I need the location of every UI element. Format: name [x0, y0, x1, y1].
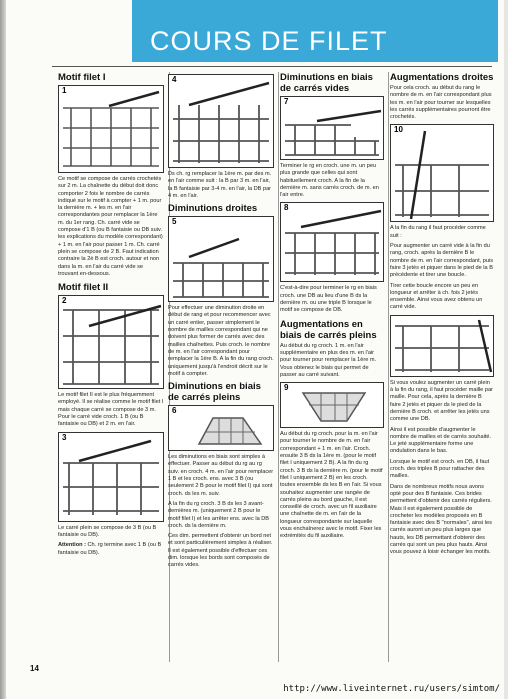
column-2	[168, 72, 274, 573]
text-attention: Attention : Ch. rg termine avec 1 B (ou B fantaisie ou DB).	[58, 542, 162, 556]
filet-mesh-illustration	[281, 383, 383, 427]
figure-9	[280, 382, 384, 428]
figure-5	[168, 216, 274, 302]
text-augmentations-droites-4: Tirer cette boucle encore un peu en longueur et arrêter à ch. fois 2 jetés ensemble. Ainsi vous avez obtenu un carré vide.	[390, 282, 483, 311]
text-diminutions-biais-3: Ces dim. permettent d'obtenir un bord net et sont particulièrement simples à réaliser. Il est également possible d'effectuer ces dim. lorsque les bords sont composés de carrés vides.	[168, 533, 273, 569]
filet-mesh-illustration	[281, 203, 383, 281]
column-divider	[388, 72, 389, 662]
filet-mesh-illustration	[281, 97, 383, 159]
text-augmentations-droites-2: A la fin du rang il faut procéder comme suit :	[390, 225, 486, 239]
figure-6	[168, 405, 274, 451]
text-biais-vides-1: Terminer le rg en croch. une m. un peu plus grande que celles qui sont habituellement croch. A la fin de la dernière m. sans carrés croch. de m. en l'air entre.	[280, 163, 379, 199]
page-number: 14	[30, 664, 39, 673]
heading-diminutions-droites: Diminutions droites	[168, 203, 258, 215]
text-augmentations-droites-3: Pour augmenter un carré vide à la fin du rang, croch. après la dernière B le nombre de m. en l'air correspondant, puis faire 3 jetés et piquer dans le pied de la B précédente et tirer une boucle.	[390, 243, 494, 279]
figure-3	[58, 432, 164, 522]
figure-number: 7	[284, 97, 289, 106]
text-augmentations-droites-5: Si vous voulez augmenter un carré plein à la fin du rang, il faut procéder maille par maille. Pour cela, après la dernière B faire 2 jetés et piquer ds le pied de la dernière B croch. et arrêter les jetés uns comme une DB.	[390, 379, 493, 423]
text-augmentations-biais-2: Au début du rg croch. pour la m. en l'air pour tourner le nombre de m. en l'air correspondant + 1 m. en l'air. Croch. ensuite 3 B ds la 1ère m. (pour le motif filet I uniquement 2 B). A la fin du rg croch. 3 B ds la dernière m. (pour le motif filet I uniquement 2 B) en les croch. toutes ensemble ds les B en l'air. Si vous souhaitez augmenter une rangée de carrés pleins au bord gauche, il est conseillé de croch. avec un fil auxiliaire une chaînette de m. en l'air de la longueur correspondante sur laquelle vous enchaînerez avec le motif. Fixer les extrémités du fil auxiliaire.	[280, 431, 383, 540]
text-carre-plein: Le carré plein se compose de 3 B (ou B fantaisie ou DB).	[58, 524, 157, 538]
filet-mesh-illustration	[59, 296, 163, 388]
column-3	[280, 72, 384, 544]
text-augmentations-biais-1: Au début du rg croch. 1 m. en l'air supplémentaire en plus des m. en l'air pour tourner pour remplacer la 1ère m. Vous obtenez le biais qui permet de passer au carré suivant.	[280, 342, 377, 378]
figure-1	[58, 85, 164, 173]
heading-augmentations-droites: Augmentations droites	[390, 72, 494, 83]
figure-7	[280, 96, 384, 160]
filet-mesh-illustration	[59, 86, 163, 172]
heading-augmentations-biais-pleins: Augmentations en biais de carrés pleins	[280, 318, 377, 341]
source-watermark: http://www.liveinternet.ru/users/simtom/	[283, 684, 500, 694]
filet-mesh-illustration	[169, 217, 273, 301]
text-motif-filet-1: Ce motif se compose de carrés crochetés sur 2 m. La chaînette du début doit donc comporter 2 fois le nombre de carrés indiqué sur le motif à compter + 1 m. pour la dernière m. + les m. en l'air correspondantes pour remplacer la 1ère m. du 1er rang. Ch. carré vide se compose d'1 B (ou B fantaisie ou DB suiv. les explications du modèle correspondant) + 1 m. en l'air pour passer 1 m. Ch. carré plein se compose de 2 B. Faut indication contraire la 2è B est croch. autour et non dans la m. en l'air du carré vide se trouvant en-dessous.	[58, 176, 163, 277]
figure-2	[58, 295, 164, 389]
text-replace-first-stitch: Ds ch. rg remplacer la 1ère m. par des m. en l'air comme suit : la B par 3 m. en l'air, la B fantaisie par 3-4 m. en l'air, la DB par 4 m. en l'air.	[168, 171, 272, 199]
column-divider	[278, 72, 279, 662]
column-4	[390, 72, 494, 560]
column-1	[58, 72, 164, 560]
text-augmentations-droites-8: Dans de nombreux motifs nous avons opté pour des B fantaisie. Ces brides permettent d'obtenir des carrés réguliers. Mais il est également possible de crocheter les modèles proposés en B fantaisie avec des B "normales", ainsi les carrés auront un peu plus larges que hauts, les DB permettant d'obtenir des carrés qui sont un peu plus hauts. Ainsi vous pouvez à loisir échanger les motifs.	[390, 483, 492, 556]
heading-diminutions-biais-vides: Diminutions en biais de carrés vides	[280, 72, 373, 94]
top-rule	[52, 66, 492, 67]
figure-number: 6	[172, 406, 177, 416]
filet-mesh-illustration	[59, 433, 163, 521]
filet-mesh-illustration	[169, 406, 273, 450]
figure-number: 9	[284, 383, 289, 393]
figure-8	[280, 202, 384, 282]
text-diminutions-droites: Pour effectuer une diminution droite en début de rang et pour recommencer avec un carré entier, passer simplement le nombre de mailles correspondant qui ne doivent plus former de carrés avec des mailles chaînettes. Puis croch. le nombre de m. en l'air correspondant pour remplacer la 1ère B. A la fin du rang croch. uniquement jusqu'à l'endroit décrit sur le motif à compter.	[168, 305, 274, 377]
figure-number: 3	[62, 432, 67, 442]
figure-number: 8	[284, 203, 289, 213]
text-augmentations-droites-6: Ainsi il est possible d'augmenter le nombre de mailles et de carrés souhaité. Le jeté supplémentaire forme une ondulation dans le bas.	[390, 426, 492, 455]
text-diminutions-biais-2: A la fin du rg croch. 3 B ds les 3 avant-dernières m. (uniquement 2 B pour le motif filet I) et les arrêter ens. avec la DB croch. ds la dernière m.	[168, 500, 270, 529]
figure-4	[168, 74, 274, 168]
figure-number: 5	[172, 217, 177, 227]
figure-number: 10	[394, 125, 403, 135]
figure-10	[390, 124, 494, 222]
page-title: COURS DE FILET	[150, 26, 388, 56]
heading-diminutions-biais-pleins: Diminutions en biais de carrés pleins	[168, 381, 261, 404]
figure-number: 2	[62, 296, 67, 306]
filet-mesh-illustration	[169, 75, 273, 167]
heading-motif-filet-2: Motif filet II	[58, 282, 109, 294]
filet-mesh-illustration	[391, 125, 493, 221]
figure-number: 4	[172, 75, 177, 84]
figure-number: 1	[62, 86, 67, 95]
text-augmentations-droites-1: Pour cela croch. au début du rang le nombre de m. en l'air correspondant plus les m. en l'air pour tourner sur lesquelles les carrés supplémentaires pourront être crochetés.	[390, 85, 492, 121]
text-augmentations-droites-7: Lorsque le motif est croch. en DB, il faut croch. des triples B pour rattacher des mailles.	[390, 458, 490, 480]
text-motif-filet-2: Le motif filet II est le plus fréquemment employé. Il se réalise comme le motif filet I mais chaque carré se compose de 3 m. Pour le carré vide croch. 1 B (ou B fantaisie ou DB) et 2 m. en l'air.	[58, 392, 164, 428]
filet-mesh-illustration	[391, 316, 493, 376]
heading-motif-filet-1: Motif filet I	[58, 72, 106, 83]
figure-11	[390, 315, 494, 377]
text-diminutions-biais-1: Les diminutions en biais sont simples à effectuer. Passer au début du rg au rg suiv. en croch. 4 m. en l'air pour remplacer 1 B et les croch. ens. avec 3 B (ou seulement 2 B pour le motif filet I) qui sont croch. ds les m. suiv.	[168, 454, 274, 497]
text-biais-vides-2: C'est-à-dire pour terminer le rg en biais croch. une DB au lieu d'une B ds la dernière m. ou une triple B lorsque le motif se compose de DB.	[280, 285, 377, 314]
